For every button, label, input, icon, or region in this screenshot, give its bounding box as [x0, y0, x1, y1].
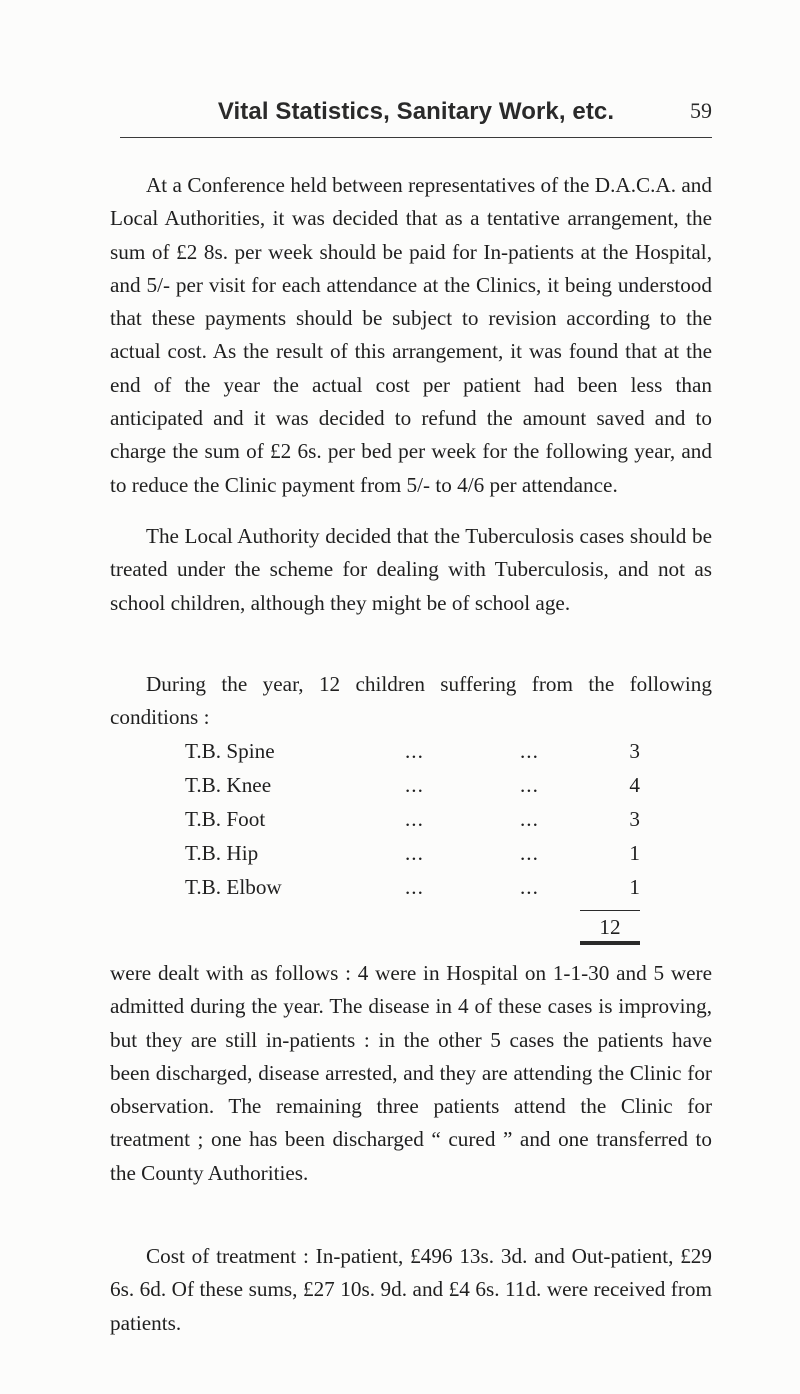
header-title: Vital Statistics, Sanitary Work, etc. [217, 98, 615, 125]
leader-dots: ... [405, 739, 424, 763]
leader-dots: ... [405, 875, 424, 899]
paragraph-local-authority: The Local Authority decided that the Tuberculosis cases should be treated under the scheme for dealing with Tuberculosis, and not as school children, although they might be of school age. [110, 524, 712, 615]
leader-dots: ... [520, 773, 539, 797]
conditions-total: 12 [599, 915, 621, 939]
condition-count: 1 [629, 841, 640, 865]
leader-dots: ... [405, 841, 424, 865]
paragraph-cost: Cost of treatment : In-patient, £496 13s. 3d. and Out-patient, £29 6s. 6d. Of these sums, £27 10s. 9d. and £4 6s. 11d. were received from patients. [110, 1244, 712, 1335]
paragraph-dealt-with: were dealt with as follows : 4 were in Hospital on 1-1-30 and 5 were admitted during the year. The disease in 4 of these cases is improving, but they are still in-patients : in the other 5 cases the patients have been discharged, disease arrested, and they are attending the Clinic for observation. The remaining three patients attend the Clinic for treatment ; one has been discharged “ cured ” and one transferred to the County Authorities. [110, 961, 712, 1185]
condition-count: 3 [629, 807, 640, 831]
leader-dots: ... [405, 807, 424, 831]
condition-count: 4 [629, 773, 640, 797]
condition-name: T.B. Elbow [185, 875, 282, 899]
running-header [120, 98, 712, 132]
condition-row [185, 768, 640, 802]
condition-row [185, 802, 640, 836]
header-rule [120, 137, 712, 138]
condition-count: 3 [629, 739, 640, 763]
leader-dots: ... [520, 841, 539, 865]
leader-dots: ... [405, 773, 424, 797]
leader-dots: ... [520, 807, 539, 831]
condition-row [185, 870, 640, 904]
condition-name: T.B. Foot [185, 807, 266, 831]
condition-name: T.B. Hip [185, 841, 259, 865]
condition-count: 1 [629, 875, 640, 899]
leader-dots: ... [520, 875, 539, 899]
paragraph-during-year: During the year, 12 children suffering from the following conditions : [110, 672, 712, 730]
total-rule-top [580, 910, 640, 911]
leader-dots: ... [520, 739, 539, 763]
page-number: 59 [690, 98, 712, 123]
total-rule-bottom [580, 941, 640, 945]
paragraph-conference: At a Conference held between representatives of the D.A.C.A. and Local Authorities, it was decided that as a tentative arrangement, the sum of £2 8s. per week should be paid for In-patients at the Hospital, and 5/- per visit for each attendance at the Clinics, it being understood that these payments should be subject to revision according to the actual cost. As the result of this arrangement, it was found that at the end of the year the actual cost per patient had been less than anticipated and it was decided to refund the amount saved and to charge the sum of £2 6s. per bed per week for the following year, and to reduce the Clinic payment from 5/- to 4/6 per attendance. [110, 173, 712, 497]
condition-name: T.B. Spine [185, 739, 275, 763]
condition-row [185, 734, 640, 768]
condition-row [185, 836, 640, 870]
condition-name: T.B. Knee [185, 773, 272, 797]
conditions-table [185, 734, 640, 904]
